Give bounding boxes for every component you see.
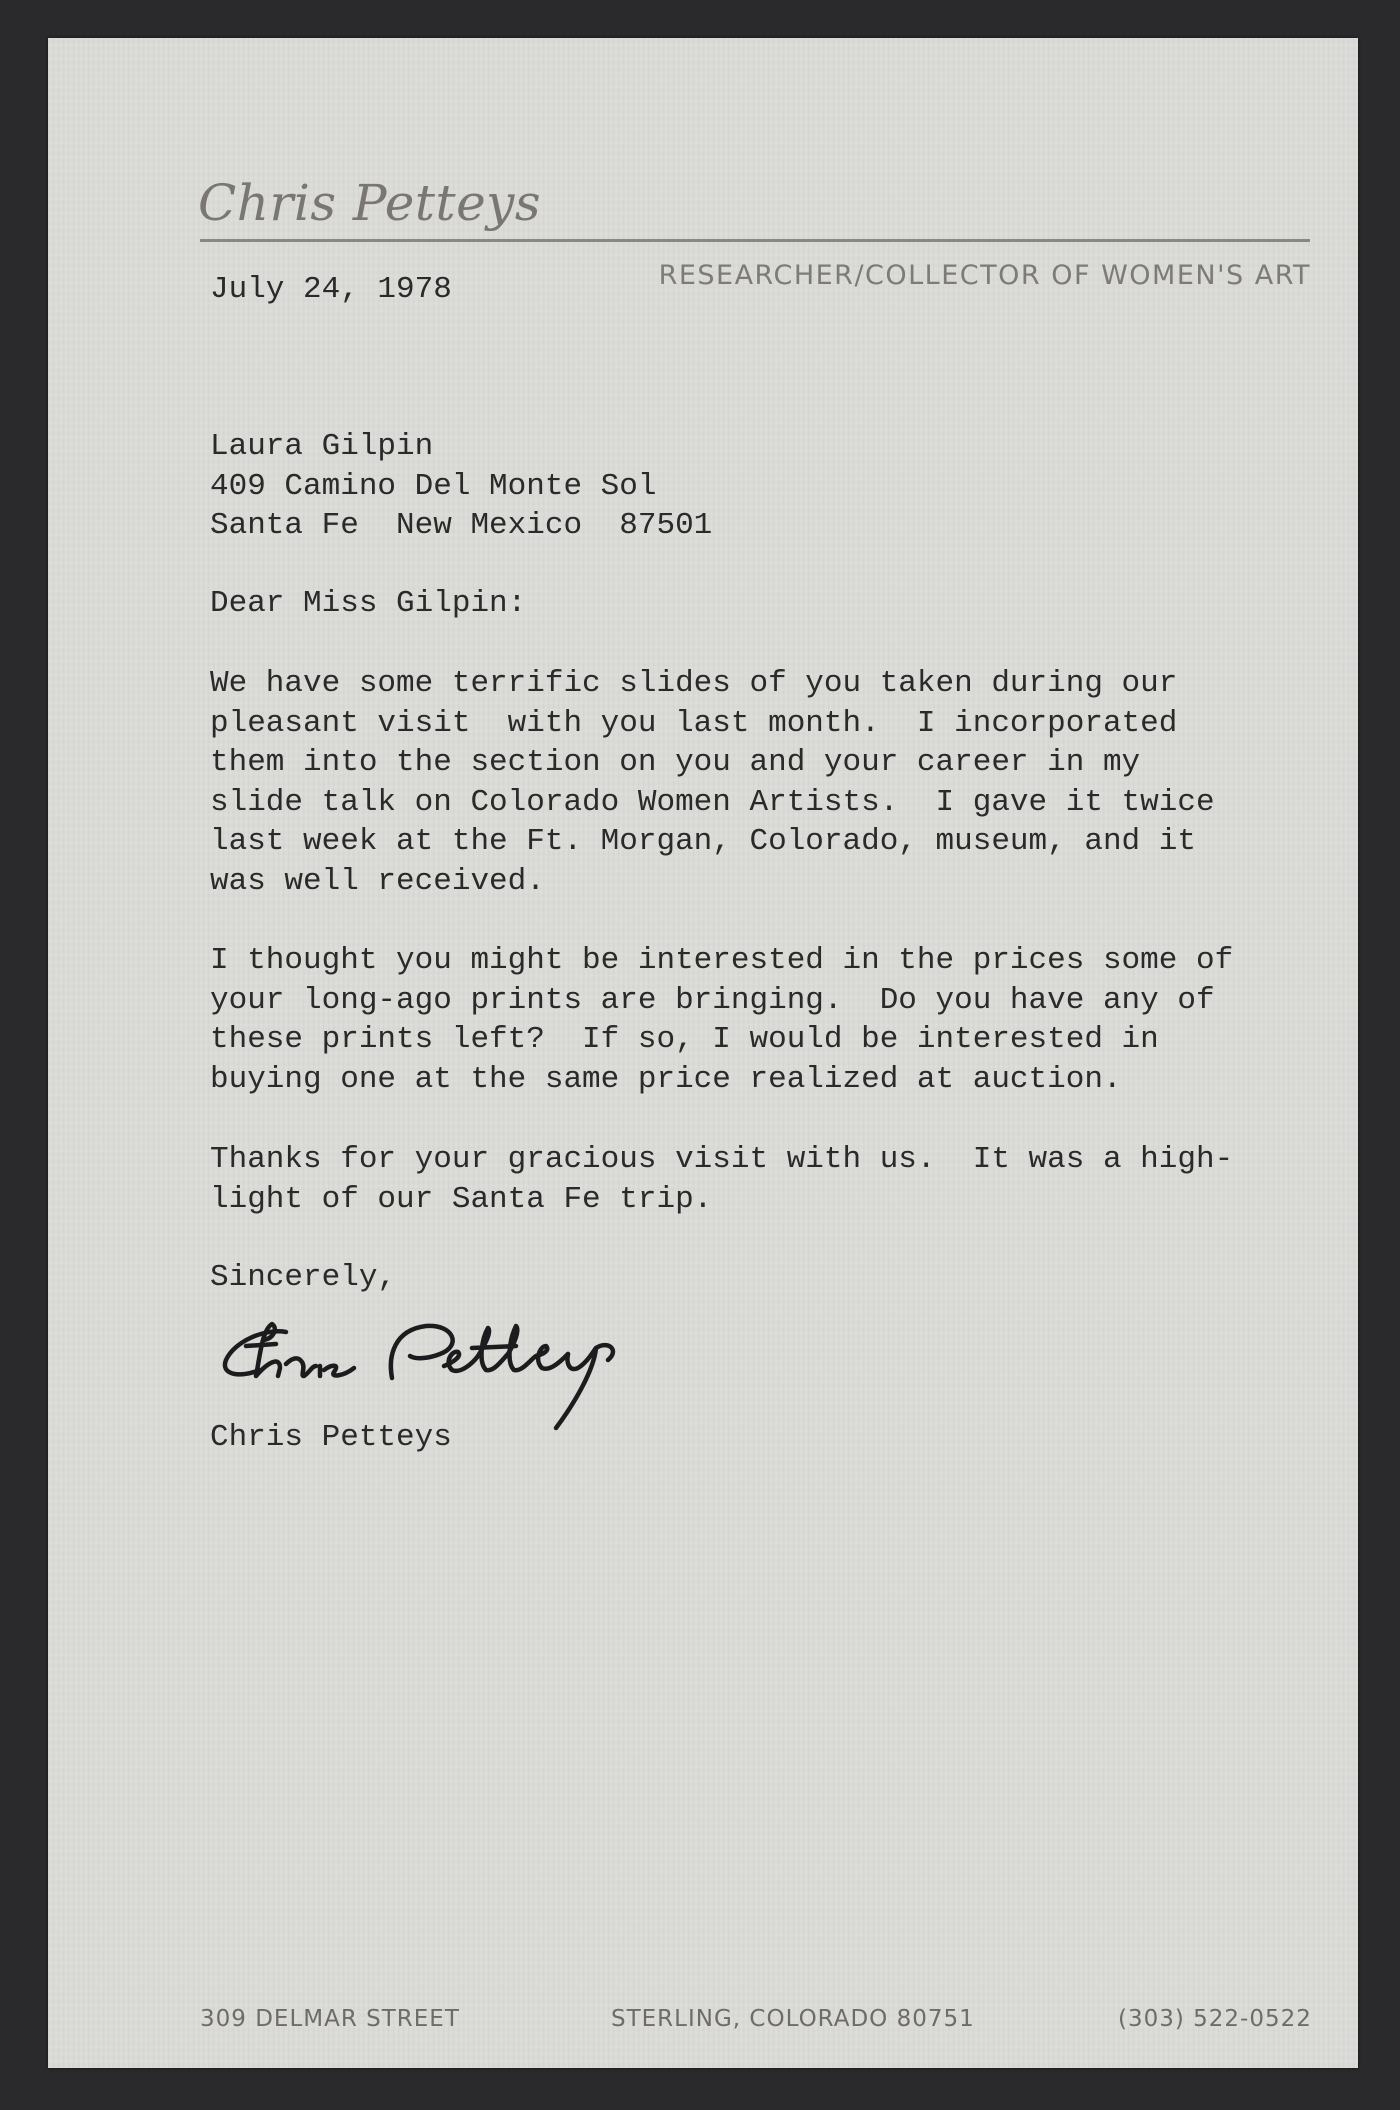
letterhead-rule — [200, 239, 1310, 242]
letterhead-tagline: RESEARCHER/COLLECTOR OF WOMEN'S ART — [658, 260, 1311, 291]
recipient-address: Laura Gilpin 409 Camino Del Monte Sol Santa Fe New Mexico 87501 — [210, 429, 713, 543]
body-paragraph-2: I thought you might be interested in the prices some of your long-ago prints are bringing. Do you have any of these prints left? If so, I would be interested in buying one at the same price realized at auction. — [210, 943, 1234, 1097]
footer-street: 309 DELMAR STREET — [200, 2006, 460, 2032]
body-paragraph-1: We have some terrific slides of you taken during our pleasant visit with you last month. I incorporated them into the section on you and your career in my slide talk on Colorado Women Artists. I gave it twice last week at the Ft. Morgan, Colorado, museum, and it was well received. — [210, 666, 1215, 899]
letter-date: July 24, 1978 — [210, 272, 452, 307]
body-paragraph-3: Thanks for your gracious visit with us. It was a high- light of our Santa Fe trip. — [210, 1142, 1234, 1217]
letter-page — [48, 38, 1358, 2068]
letterhead-name: Chris Petteys — [198, 174, 542, 232]
signer-name: Chris Petteys — [210, 1420, 452, 1455]
footer-city: STERLING, COLORADO 80751 — [611, 2006, 975, 2032]
salutation: Dear Miss Gilpin: — [210, 586, 527, 621]
closing: Sincerely, — [210, 1260, 397, 1295]
footer-phone: (303) 522-0522 — [1118, 2006, 1312, 2032]
